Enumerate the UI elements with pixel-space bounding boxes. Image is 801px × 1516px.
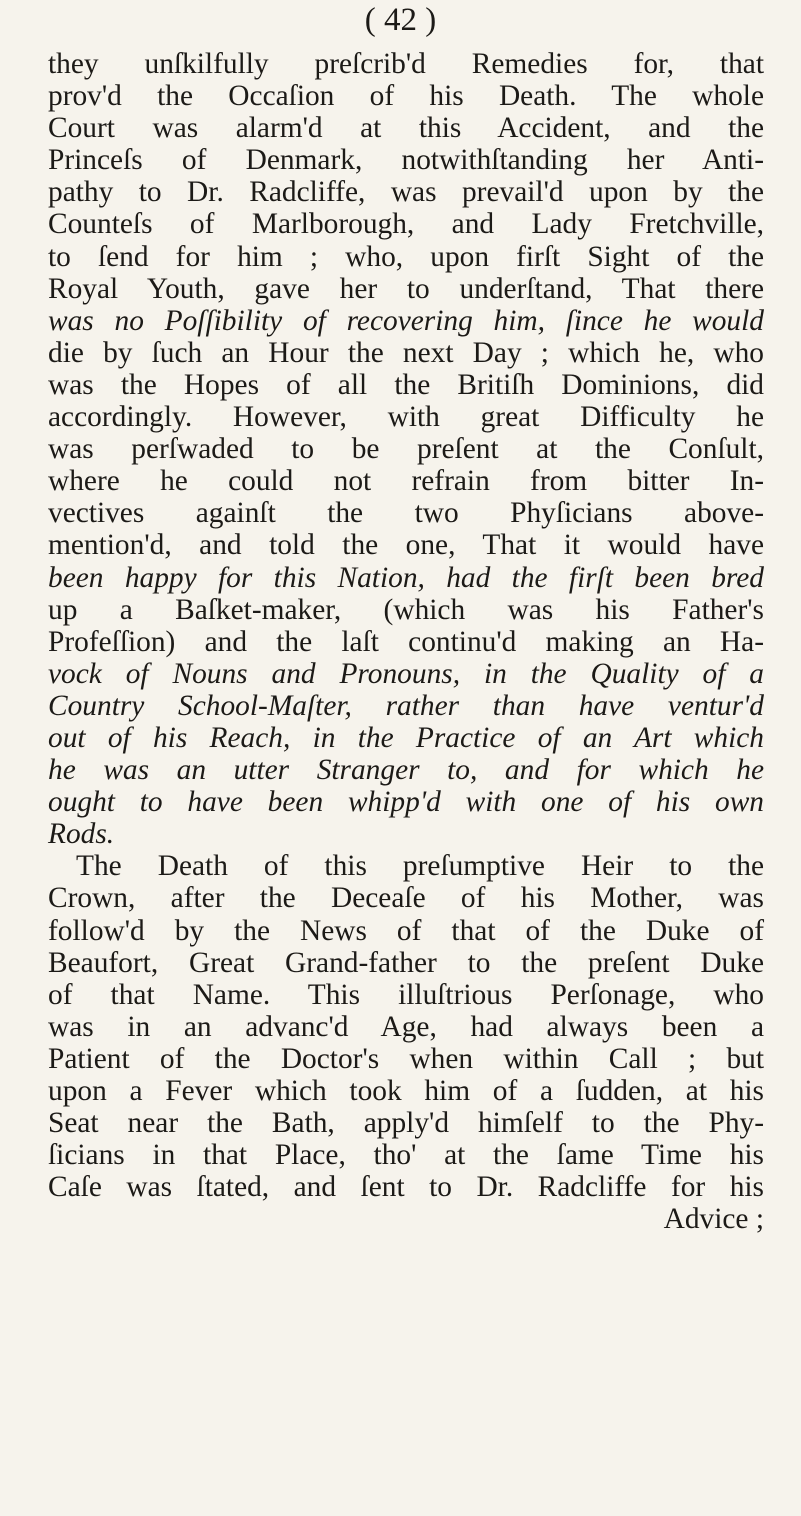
text-line: up a Baſket-maker, (which was his Father's [48, 593, 764, 626]
text-line: Counteſs of Marlborough, and Lady Fretchville, [48, 208, 764, 241]
text-line: pathy to Dr. Radcliffe, was prevail'd upon by the [48, 176, 764, 209]
text-line: vectives againſt the two Phyſicians above- [48, 497, 764, 530]
body-text [48, 48, 764, 1235]
text-line: die by ſuch an Hour the next Day ; which he, who [48, 336, 764, 369]
page-number: ( 42 ) [364, 2, 437, 38]
text-line: of that Name. This illuſtrious Perſonage, who [48, 978, 764, 1011]
text-line: ought to have been whipp'd with one of his own [48, 786, 764, 819]
text-line: Crown, after the Deceaſe of his Mother, was [48, 882, 764, 915]
text-line: he was an utter Stranger to, and for which he [48, 754, 764, 787]
text-line: Caſe was ſtated, and ſent to Dr. Radcliffe for his [48, 1171, 764, 1204]
text-line: mention'd, and told the one, That it would have [48, 529, 764, 562]
text-line: Seat near the Bath, apply'd himſelf to the Phy- [48, 1107, 764, 1140]
text-line: Princeſs of Denmark, notwithſtanding her Anti- [48, 144, 764, 177]
text-line: they unſkilfully preſcrib'd Remedies for, that [48, 48, 764, 80]
text-line: Patient of the Doctor's when within Call ; but [48, 1042, 764, 1075]
text-line: ſicians in that Place, tho' at the ſame Time his [48, 1139, 764, 1172]
text-line: been happy for this Nation, had the firſt been bred [48, 561, 764, 594]
text-line: upon a Fever which took him of a ſudden, at his [48, 1075, 764, 1107]
text-line: Beaufort, Great Grand-father to the preſent Duke [48, 946, 764, 979]
text-line: Profeſſion) and the laſt continu'd making an Ha- [48, 625, 764, 658]
text-line: out of his Reach, in the Practice of an Art which [48, 721, 764, 754]
text-line: was the Hopes of all the Britiſh Dominions, did [48, 368, 764, 401]
text-line: accordingly. However, with great Difficulty he [48, 401, 764, 434]
catchword: Advice ; [663, 1203, 764, 1236]
text-line: Rods. [48, 818, 115, 851]
text-line: where he could not refrain from bitter In- [48, 465, 764, 498]
text-line: Court was alarm'd at this Accident, and the [48, 112, 764, 145]
text-line: prov'd the Occaſion of his Death. The whole [48, 80, 764, 113]
text-line: The Death of this preſumptive Heir to the [76, 850, 764, 883]
text-line: was perſwaded to be preſent at the Conſult, [48, 433, 764, 466]
text-line: follow'd by the News of that of the Duke of [48, 914, 764, 947]
text-line: Country School-Maſter, rather than have ventur'd [48, 689, 764, 722]
text-line: vock of Nouns and Pronouns, in the Quality of a [48, 657, 764, 690]
text-line: was in an advanc'd Age, had always been a [48, 1010, 764, 1043]
text-line: Royal Youth, gave her to underſtand, That there [48, 272, 764, 305]
text-line: was no Poſſibility of recovering him, ſince he would [48, 304, 764, 337]
text-line: to ſend for him ; who, upon firſt Sight of the [48, 240, 764, 273]
